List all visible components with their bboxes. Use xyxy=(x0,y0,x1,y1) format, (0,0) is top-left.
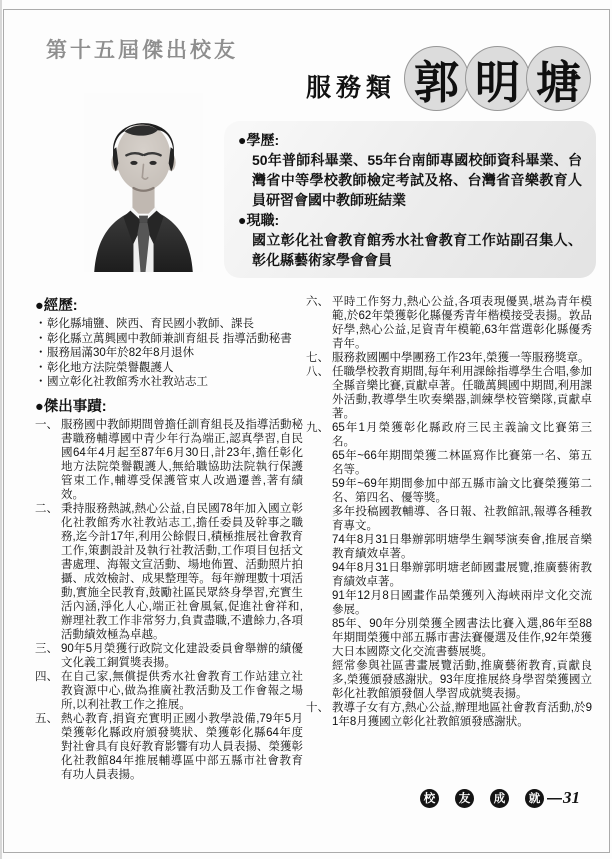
name-character-circle: 塘 xyxy=(526,46,591,111)
achievement-item xyxy=(306,505,592,533)
achievement-text: 94年8月31日舉辦郭明塘老師國畫展覽,推廣藝術教育績效卓著。 xyxy=(332,562,592,588)
achievement-number xyxy=(306,449,332,477)
achievement-item xyxy=(306,295,592,351)
achievement-item xyxy=(306,701,592,729)
achievement-number xyxy=(306,617,332,659)
achievement-number: 一、 xyxy=(35,418,58,431)
achievement-text: 經常參與社區書畫展覽活動,推廣藝術教育,貢獻良多,榮獲頒發感謝狀。93年度推展終身學習榮獲國立彰化社教館頒發個人學習成就獎表揚。 xyxy=(332,660,592,700)
achievement-item xyxy=(306,533,592,561)
experience-item-text: 彰化縣立萬興國中教師兼訓育組長 指導活動秘書 xyxy=(47,332,292,345)
achievement-number: 九、 xyxy=(306,422,329,434)
page-title: 第十五屆傑出校友 xyxy=(46,38,238,62)
bullet-icon: ・ xyxy=(35,376,47,388)
bullet-icon: ・ xyxy=(35,332,47,345)
achievement-text: 熱心教育,捐資充實明正國小教學設備,79年5月榮獲彰化縣政府頒發獎狀、榮獲彰化縣64年度對社會具有良好教育影響有功人員表揚、榮獲彰化社教館84年推展輔導區中部五縣市社會教育有功人員表揚。 xyxy=(61,712,303,781)
achievement-item xyxy=(306,449,592,477)
experience-item xyxy=(35,332,303,347)
name-banner xyxy=(306,46,591,111)
achievement-item xyxy=(306,617,592,659)
achievement-item xyxy=(306,365,592,421)
achievement-item xyxy=(35,502,303,642)
experience-item xyxy=(35,317,303,332)
position-text: 國立彰化社會教育館秀水社會教育工作站副召集人、彰化縣藝術家學會會員 xyxy=(252,232,582,268)
achievement-text: 秉持服務熱誠,熱心公益,自民國78年加入國立彰化社教館秀水社教站志工,擔任委員及幹事之職務,迄今計17年,利用公餘假日,積極推展社會教育工作,策劃設計及執行社教活動,工作項目包括文書處理、海報文宣活動、場地佈置、活動照片拍攝、成效檢討、成果整理等。每年辦理數十項活動,實施全民教育,鼓勵社區民眾終身學習,充實生活內涵,淨化人心,端正社會風氣,促進社會祥和,辦理社教工作非常努力,負責盡職,不遺餘力,各項活動績效極為卓越。 xyxy=(61,502,303,641)
achievement-item xyxy=(35,418,303,502)
achievement-number xyxy=(306,589,332,617)
achievement-item xyxy=(306,351,592,365)
achievement-item xyxy=(306,421,592,449)
achievement-number xyxy=(306,659,332,701)
footer-character-circle: 校 xyxy=(420,789,439,808)
footer-character-circle: 友 xyxy=(455,789,474,808)
achievement-number: 四、 xyxy=(35,670,58,683)
achievement-text: 74年8月31日舉辦郭明塘學生鋼琴演奏會,推展音樂教育績效卓著。 xyxy=(332,534,592,560)
experience-label: ●經歷: xyxy=(35,298,78,314)
left-column xyxy=(35,297,303,782)
achievement-text: 在自己家,無償提供秀水社會教育工作站建立社教資源中心,做為推廣社教活動及工作會報之場所,以利社教工作之推展。 xyxy=(61,670,303,711)
achievements-label: ●傑出事蹟: xyxy=(35,398,107,415)
achievement-item xyxy=(35,670,303,712)
achievement-text: 91年12月8日國畫作品榮獲列入海峽兩岸文化交流參展。 xyxy=(332,590,592,616)
experience-item-text: 彰化地方法院榮譽觀護人 xyxy=(47,361,174,374)
experience-item-text: 彰化縣埔鹽、陝西、育民國小教師、課長 xyxy=(47,318,254,330)
achievement-number: 五、 xyxy=(35,712,58,725)
achievements-list-left xyxy=(35,418,303,782)
experience-item-text: 服務屆滿30年於82年8月退休 xyxy=(47,347,194,359)
portrait-photo xyxy=(84,93,203,272)
achievements-list-right xyxy=(306,295,592,729)
bullet-icon: ・ xyxy=(35,318,47,330)
profile-box xyxy=(224,121,596,278)
achievement-text: 任職學校教育期間,每年利用課餘指導學生合唱,參加全縣音樂比賽,貢獻卓著。任職萬興國中期間,利用課外活動,教導學生吹奏樂器,訓練學校管樂隊,貢獻卓著。 xyxy=(332,366,592,420)
achievement-text: 85年、90年分別榮獲全國書法比賽入選,86年至88年期間榮獲中部五縣市書法賽優選及佳作,92年榮獲大日本國際文化交流書藝展獎。 xyxy=(332,618,592,658)
achievement-number: 八、 xyxy=(306,366,329,378)
achievement-number xyxy=(306,505,332,533)
achievement-text: 59年~69年期間參加中部五縣市論文比賽榮獲第二名、第四名、優等獎。 xyxy=(332,478,592,504)
achievement-text: 65年~66年期間榮獲二林區寫作比賽第一名、第五名等。 xyxy=(332,450,592,476)
position-label: ●現職: xyxy=(238,212,280,228)
achievement-item xyxy=(306,589,592,617)
education-label: ●學歷: xyxy=(238,132,280,148)
achievement-text: 服務救國團中學團務工作23年,榮獲一等服務獎章。 xyxy=(332,352,590,364)
achievement-text: 90年5月榮獲行政院文化建設委員會舉辦的績優文化義工銅質獎表揚。 xyxy=(61,642,303,669)
education-text: 50年普師科畢業、55年台南師專國校師資科畢業、台灣省中等學校教師檢定考試及格、台灣省音樂教育人員研習會國中教師班結業 xyxy=(252,152,582,208)
name-character-circle: 郭 xyxy=(404,46,469,111)
experience-list xyxy=(35,317,303,390)
achievement-text: 平時工作努力,熱心公益,各項表現優異,堪為青年模範,於62年榮獲彰化縣優秀青年楷模接受表揚。敦品好學,熱心公益,足資青年模範,63年當選彰化縣優秀青年。 xyxy=(332,296,592,350)
page-number: 31 xyxy=(563,788,580,807)
achievement-text: 服務國中教師期間曾擔任訓育組長及指導活動秘書職務輔導國中青少年行為端正,認真學習,自民國64年4月起至87年6月30日,計23年,擔任彰化地方法院榮譽觀護人,無給職協助法院執行保護管束工作,輔導受保護管束人改過遷善,著有績效。 xyxy=(61,418,303,501)
experience-item-text: 國立彰化社教館秀水社教站志工 xyxy=(47,376,208,388)
experience-item xyxy=(35,346,303,361)
achievement-item xyxy=(306,561,592,589)
experience-item xyxy=(35,375,303,390)
footer-character-circle: 就 xyxy=(525,789,544,808)
achievement-number: 十、 xyxy=(306,702,329,714)
achievement-number xyxy=(306,561,332,589)
achievement-number: 七、 xyxy=(306,352,329,364)
achievement-text: 65年1月榮獲彰化縣政府三民主義論文比賽第三名。 xyxy=(332,422,592,448)
achievement-item xyxy=(35,642,303,670)
achievement-number xyxy=(306,533,332,561)
name-character-circle: 明 xyxy=(465,46,530,111)
scan-edge-line xyxy=(0,0,2,859)
achievement-text: 教導子女有方,熱心公益,辦理地區社會教育活動,於91年8月獲國立彰化社教館頒發感謝狀。 xyxy=(332,702,592,728)
achievement-number: 三、 xyxy=(35,642,58,655)
achievement-item xyxy=(306,477,592,505)
bullet-icon: ・ xyxy=(35,347,47,359)
achievement-number: 六、 xyxy=(306,296,329,308)
achievement-number xyxy=(306,477,332,505)
achievement-item xyxy=(306,659,592,701)
name-circles xyxy=(408,46,591,111)
bullet-icon: ・ xyxy=(35,361,47,374)
footer-dash: — xyxy=(547,789,562,807)
footer xyxy=(420,788,580,808)
category-label: 服務類 xyxy=(306,73,397,102)
portrait-illustration xyxy=(84,93,203,272)
achievement-text: 多年投稿國教輔導、各日報、社教館訊,報導各種教育專文。 xyxy=(332,506,592,532)
achievement-item xyxy=(35,712,303,782)
footer-character-circle: 成 xyxy=(490,789,509,808)
footer-title-circles xyxy=(420,789,544,808)
experience-item xyxy=(35,361,303,376)
achievement-number: 二、 xyxy=(35,502,58,515)
